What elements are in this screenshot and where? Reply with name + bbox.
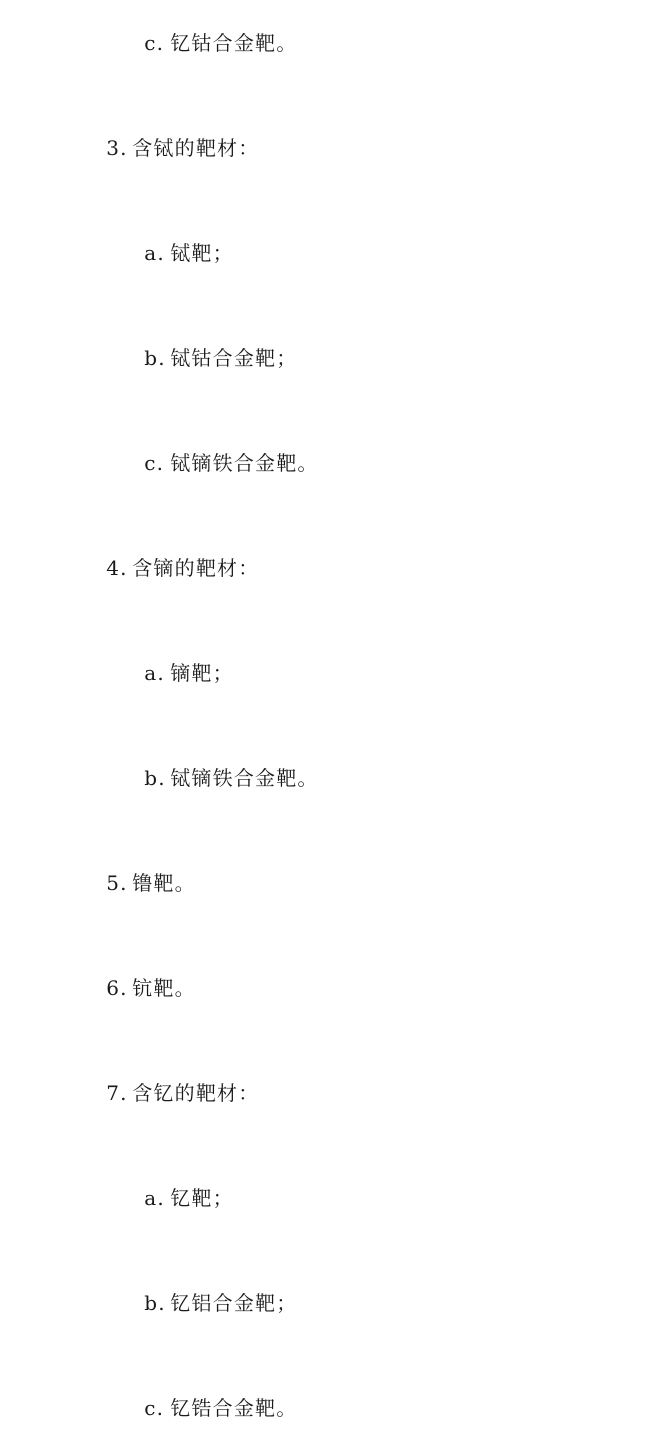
list-item-text: 含镝的靶材： [132, 556, 260, 580]
list-item-text: 铽钴合金靶； [170, 346, 298, 370]
list-marker: b. [144, 346, 166, 370]
list-item-text: 铽镝铁合金靶。 [170, 766, 319, 790]
list-item [20, 844, 640, 922]
list-item-text: 铽镝铁合金靶。 [170, 451, 319, 475]
list-marker: c. [144, 31, 165, 55]
list-item-text: 含钇的靶材： [132, 1081, 260, 1105]
list-item-text: 钪靶。 [132, 976, 196, 1000]
list-item [20, 634, 640, 712]
list-item [20, 1264, 640, 1342]
list-item [20, 4, 640, 82]
list-item-text: 钇钴合金靶。 [170, 31, 298, 55]
list-marker: c. [144, 1396, 165, 1420]
list-marker: b. [144, 766, 166, 790]
list-item-text: 钇锆合金靶。 [170, 1396, 298, 1420]
list-item-text: 钇铝合金靶； [170, 1291, 298, 1315]
list-marker: 4. [106, 556, 128, 580]
list-item [20, 949, 640, 1027]
list-item [20, 1054, 640, 1132]
list-marker: 3. [106, 136, 128, 160]
list-marker: a. [144, 661, 165, 685]
list-item [20, 739, 640, 817]
list-marker: 5. [106, 871, 128, 895]
list-item [20, 109, 640, 187]
list-item-text: 镝靶； [170, 661, 234, 685]
list-item [20, 319, 640, 397]
list-item-text: 钇靶； [170, 1186, 234, 1210]
list-marker: 6. [106, 976, 128, 1000]
list-marker: c. [144, 451, 165, 475]
list-marker: b. [144, 1291, 166, 1315]
list-item [20, 529, 640, 607]
list-item [20, 214, 640, 292]
list-item [20, 1159, 640, 1237]
list-marker: 7. [106, 1081, 128, 1105]
list-marker: a. [144, 1186, 165, 1210]
list-item-text: 镥靶。 [132, 871, 196, 895]
list-item-text: 铽靶； [170, 241, 234, 265]
list-item-text: 含铽的靶材： [132, 136, 260, 160]
list-item [20, 1369, 640, 1442]
list-item [20, 424, 640, 502]
list-marker: a. [144, 241, 165, 265]
